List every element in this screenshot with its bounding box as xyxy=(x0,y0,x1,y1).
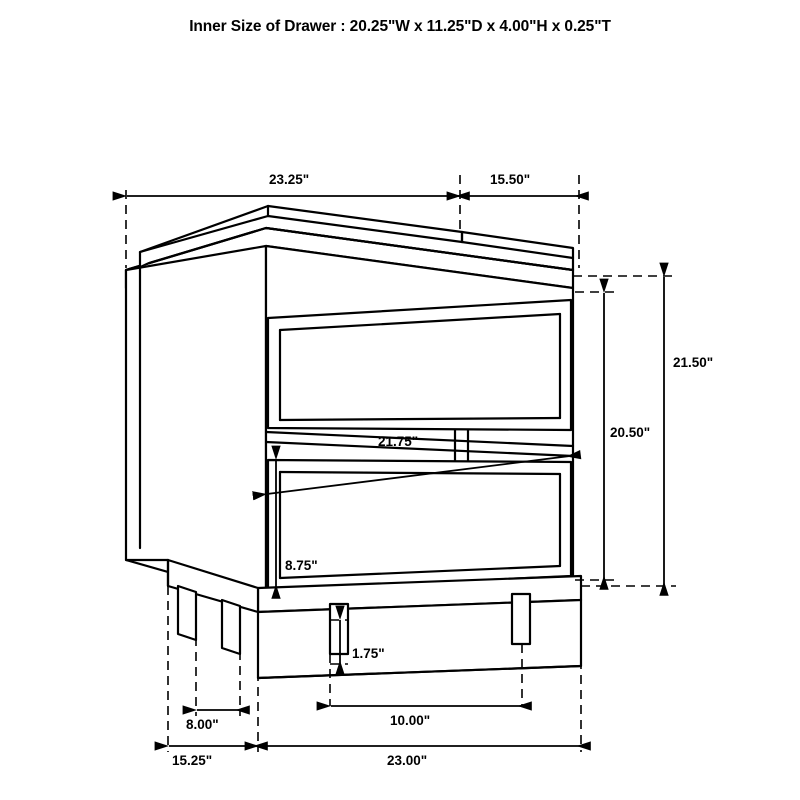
cabinet-body xyxy=(126,206,581,678)
dimension-label-foot-span: 10.00" xyxy=(390,713,431,728)
dimension-label-foot-width: 8.00" xyxy=(186,717,219,732)
dimension-label-top-width-front: 23.25" xyxy=(269,172,310,187)
dimension-label-cabinet-height: 20.50" xyxy=(610,425,651,440)
dimension-label-depth-overall: 15.25" xyxy=(172,753,213,768)
dimension-label-overall-height: 21.50" xyxy=(673,355,714,370)
dimension-label-base-height: 1.75" xyxy=(352,646,385,661)
dimension-label-width-overall: 23.00" xyxy=(387,753,428,768)
dimension-label-drawer-width: 21.75" xyxy=(378,434,419,449)
dimension-label-drawer-height: 8.75" xyxy=(285,558,318,573)
dimension-label-top-width-side: 15.50" xyxy=(490,172,531,187)
page-title: Inner Size of Drawer : 20.25"W x 11.25"D x 4.00"H x 0.25"T xyxy=(189,18,611,35)
